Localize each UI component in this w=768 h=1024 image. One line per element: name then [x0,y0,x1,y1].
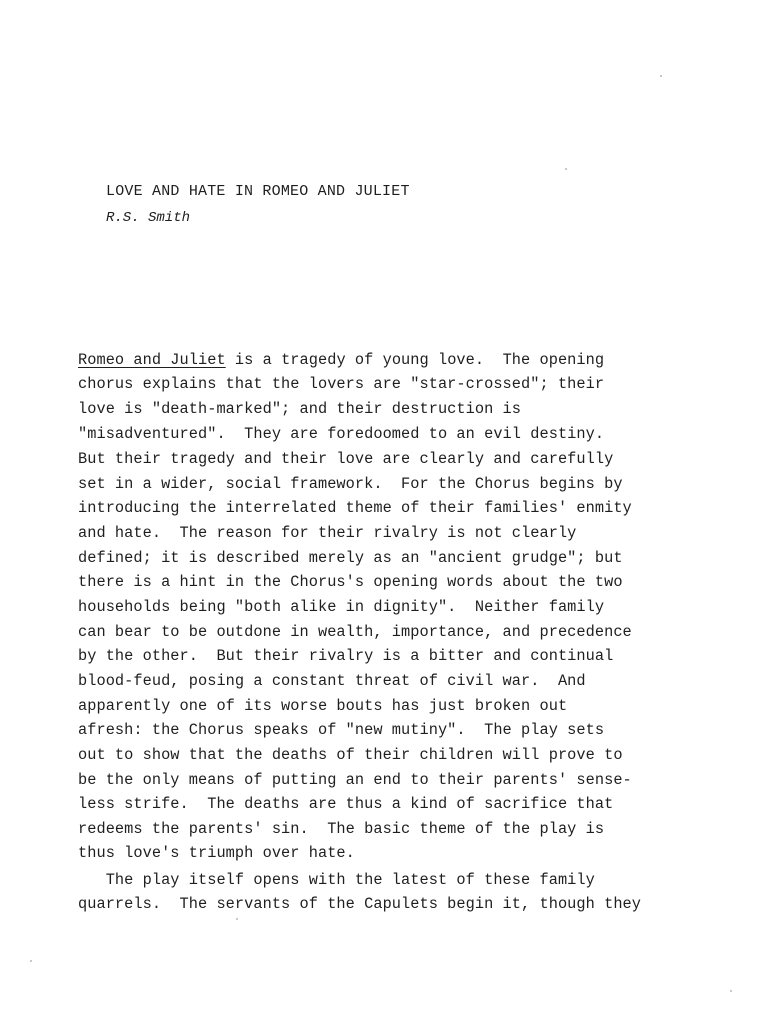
body-line [78,399,521,419]
line-text: But their tragedy and their love are clearly and carefully [78,450,614,468]
line-text: thus love's triumph over hate. [78,844,355,862]
body-line [78,720,604,740]
line-text: can bear to be outdone in wealth, importance, and precedence [78,623,632,641]
scan-speck [730,990,732,992]
document-author: R.S. Smith [106,210,191,226]
line-text: households being "both alike in dignity". Neither family [78,598,605,616]
body-line [78,523,576,543]
body-line [78,696,567,716]
line-text: less strife. The deaths are thus a kind of sacrifice that [78,795,614,813]
scan-speck [660,75,662,77]
body-line [78,498,632,518]
body-line [78,597,604,617]
line-text: be the only means of putting an end to their parents' sense- [78,771,632,789]
line-text: apparently one of its worse bouts has just broken out [78,697,568,715]
body-line [78,548,623,568]
body-line [78,646,613,666]
line-text: quarrels. The servants of the Capulets begin it, though they [78,895,642,913]
body-line [78,350,604,370]
underlined-work-title: Romeo and Juliet [78,351,226,369]
line-text: afresh: the Chorus speaks of "new mutiny". The play sets [78,721,605,739]
body-line [78,374,604,394]
body-line [78,770,632,790]
body-line [78,745,623,765]
body-line [78,819,604,839]
line-text: "misadventured". They are foredoomed to an evil destiny. [78,425,605,443]
line-text: blood-feud, posing a constant threat of civil war. And [78,672,586,690]
body-line [78,449,613,469]
body-line [78,843,355,863]
line-text: by the other. But their rivalry is a bitter and continual [78,647,614,665]
line-text: out to show that the deaths of their children will prove to [78,746,623,764]
body-line [78,671,586,691]
line-text: love is "death-marked"; and their destruction is [78,400,522,418]
body-line [78,424,604,444]
body-line [78,474,623,494]
line-text: redeems the parents' sin. The basic theme of the play is [78,820,605,838]
line-text: set in a wider, social framework. For the Chorus begins by [78,475,623,493]
body-line [78,894,641,914]
scan-speck [565,168,567,170]
document-title: LOVE AND HATE IN ROMEO AND JULIET [106,183,410,200]
line-text: chorus explains that the lovers are "star-crossed"; their [78,375,605,393]
body-line [78,572,623,592]
line-text: is a tragedy of young love. The opening [225,351,605,369]
line-text: introducing the interrelated theme of their families' enmity [78,499,632,517]
scan-speck [236,918,238,920]
body-line [78,870,595,890]
line-text: there is a hint in the Chorus's opening words about the two [78,573,623,591]
line-text: The play itself opens with the latest of these family [78,871,595,889]
scan-speck [30,960,32,962]
body-line [78,622,632,642]
line-text: defined; it is described merely as an "ancient grudge"; but [78,549,623,567]
line-text: and hate. The reason for their rivalry is not clearly [78,524,577,542]
body-line [78,794,613,814]
